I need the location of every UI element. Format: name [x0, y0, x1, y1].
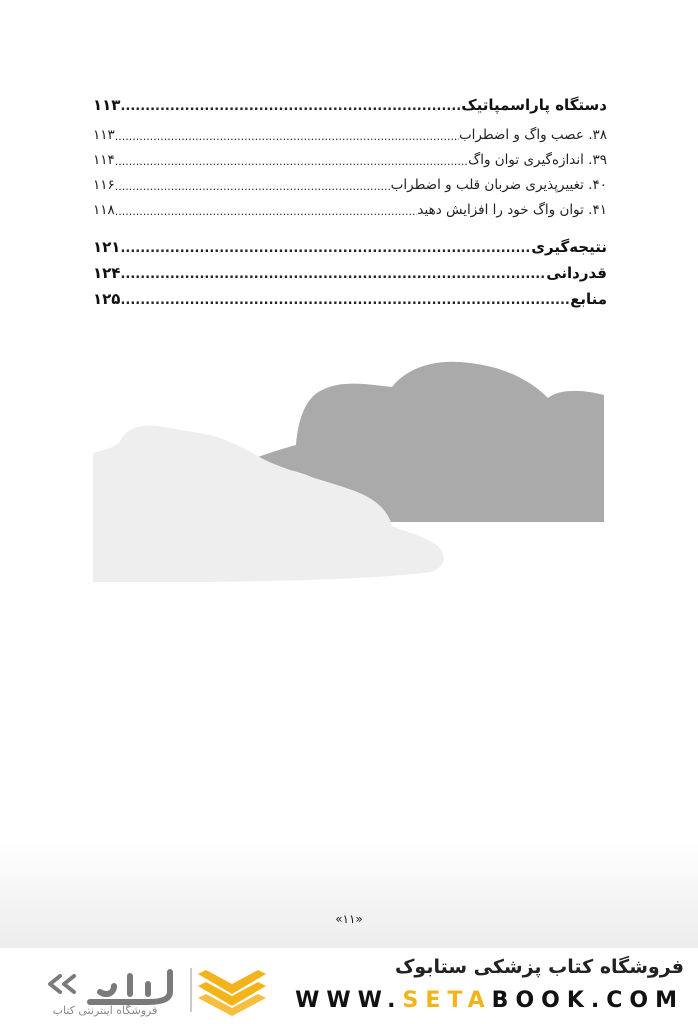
- toc-item[interactable]: [93, 193, 607, 218]
- toc-leader-dots: [120, 267, 546, 282]
- toc-section-title: نتیجه‌گیری: [531, 238, 607, 256]
- shop-info: [295, 956, 684, 1013]
- toc-item[interactable]: [93, 143, 607, 168]
- toc-section-references[interactable]: [93, 282, 607, 308]
- page-number: «۱۱»: [335, 912, 363, 926]
- toc-item-label: ۴۰. تغییرپذیری ضربان قلب و اضطراب: [390, 177, 607, 193]
- toc-page-number: ۱۲۱: [93, 238, 121, 256]
- logo-subtitle: فروشگاه اینترنتی کتاب: [52, 1004, 158, 1017]
- toc-page-number: ۱۲۵: [93, 290, 121, 308]
- toc-section-title: دستگاه پاراسمپاتیک: [461, 96, 607, 114]
- toc-item[interactable]: [93, 118, 607, 143]
- toc-section-conclusion[interactable]: [93, 230, 607, 256]
- toc-item[interactable]: [93, 168, 607, 193]
- toc-item-label: ۳۸. عصب واگ و اضطراب: [458, 127, 607, 143]
- toc-page-number: ۱۱۳: [93, 127, 115, 143]
- toc-leader-dots: [115, 155, 468, 168]
- toc-leader-dots: [115, 180, 391, 193]
- toc-leader-dots: [120, 99, 461, 114]
- toc-page-number: ۱۱۳: [93, 96, 121, 114]
- url-suffix: BOOK.COM: [491, 988, 684, 1013]
- url-highlight: SETA: [402, 988, 492, 1013]
- toc-section-parasympathetic[interactable]: [93, 88, 607, 114]
- logo-wordmark: [90, 972, 170, 1002]
- toc-leader-dots: [115, 205, 418, 218]
- toc-section-title: قدردانی: [546, 264, 607, 282]
- toc-page-number: ۱۱۴: [93, 152, 115, 168]
- toc-item-label: ۴۱. توان واگ خود را افزایش دهید: [417, 202, 607, 218]
- shop-url-link[interactable]: [295, 988, 684, 1013]
- toc-page-number: ۱۲۴: [93, 264, 121, 282]
- cloud-illustration: [0, 340, 698, 600]
- toc-page-number: ۱۱۸: [93, 202, 115, 218]
- toc-page-number: ۱۱۶: [93, 177, 115, 193]
- toc-leader-dots: [115, 130, 459, 143]
- toc-leader-dots: [120, 241, 531, 256]
- toc-section-acknowledgements[interactable]: [93, 256, 607, 282]
- footer-shadow: [0, 840, 698, 950]
- shop-name: فروشگاه کتاب پزشکی ستابوک: [394, 956, 684, 978]
- toc-section-title: منابع: [570, 290, 607, 308]
- toc-leader-dots: [120, 293, 570, 308]
- toc-item-label: ۳۹. اندازه‌گیری توان واگ: [468, 152, 607, 168]
- url-prefix: WWW.: [295, 988, 403, 1013]
- chevron-logo-icon: [198, 970, 266, 1016]
- table-of-contents: [93, 88, 607, 308]
- publisher-footer: [0, 948, 698, 1024]
